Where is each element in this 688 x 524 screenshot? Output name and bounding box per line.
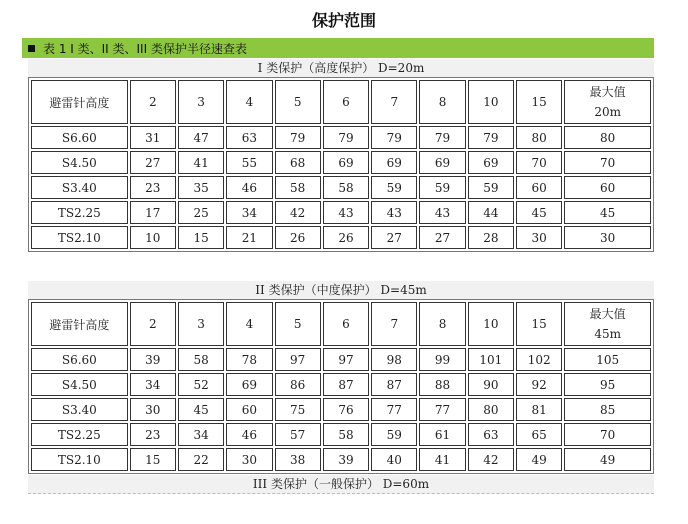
radius-value-cell: 43 (371, 201, 417, 224)
radius-value-cell: 61 (419, 423, 465, 446)
radius-value-cell: 78 (226, 348, 272, 371)
radius-value-cell: 25 (178, 201, 224, 224)
radius-value-cell: 65 (516, 423, 562, 446)
row-model-cell: S4.50 (31, 373, 128, 396)
radius-value-cell: 69 (371, 151, 417, 174)
header-column-cell: 4 (226, 80, 272, 124)
table-row (31, 151, 651, 174)
header-column-cell: 2 (130, 80, 176, 124)
header-column-cell: 15 (516, 302, 562, 346)
section-header-bar (22, 38, 654, 58)
radius-value-cell: 76 (323, 398, 369, 421)
radius-value-cell: 63 (468, 423, 514, 446)
radius-value-cell: 69 (419, 151, 465, 174)
row-model-cell: TS2.10 (31, 226, 128, 249)
radius-value-cell: 44 (468, 201, 514, 224)
protection-table-class-1 (28, 77, 654, 252)
radius-value-cell: 79 (275, 126, 321, 149)
radius-value-cell: 34 (226, 201, 272, 224)
radius-value-cell: 15 (178, 226, 224, 249)
radius-value-cell: 27 (371, 226, 417, 249)
radius-value-cell: 45 (516, 201, 562, 224)
table-row (31, 398, 651, 421)
radius-value-cell: 80 (468, 398, 514, 421)
radius-value-cell: 92 (516, 373, 562, 396)
table-header-row (31, 302, 651, 346)
table-row (31, 201, 651, 224)
radius-value-cell: 43 (323, 201, 369, 224)
table-header-row (31, 80, 651, 124)
radius-value-cell: 77 (371, 398, 417, 421)
max-label: 最大值 (589, 307, 626, 321)
radius-value-cell: 46 (226, 176, 272, 199)
radius-value-cell: 81 (516, 398, 562, 421)
radius-value-cell: 69 (468, 151, 514, 174)
radius-value-cell: 98 (371, 348, 417, 371)
radius-value-cell: 60 (226, 398, 272, 421)
radius-value-cell: 68 (275, 151, 321, 174)
max-value-cell: 85 (564, 398, 651, 421)
header-label-cell: 避雷针高度 (31, 302, 128, 346)
radius-value-cell: 59 (468, 176, 514, 199)
header-column-cell: 10 (468, 80, 514, 124)
header-max-cell (564, 302, 651, 346)
max-value-cell: 95 (564, 373, 651, 396)
page-title: 保护范围 (311, 11, 376, 30)
row-model-cell: S3.40 (31, 176, 128, 199)
radius-value-cell: 39 (323, 448, 369, 471)
radius-value-cell: 58 (275, 176, 321, 199)
radius-value-cell: 27 (130, 151, 176, 174)
square-bullet-icon (28, 45, 35, 52)
radius-value-cell: 49 (516, 448, 562, 471)
row-model-cell: S6.60 (31, 348, 128, 371)
radius-value-cell: 99 (419, 348, 465, 371)
radius-value-cell: 87 (323, 373, 369, 396)
table-row (31, 126, 651, 149)
row-model-cell: TS2.25 (31, 201, 128, 224)
radius-value-cell: 60 (516, 176, 562, 199)
max-value-cell: 49 (564, 448, 651, 471)
row-model-cell: TS2.25 (31, 423, 128, 446)
table-row (31, 348, 651, 371)
radius-value-cell: 88 (419, 373, 465, 396)
radius-value-cell: 63 (226, 126, 272, 149)
max-value-cell: 60 (564, 176, 651, 199)
radius-value-cell: 35 (178, 176, 224, 199)
header-column-cell: 3 (178, 302, 224, 346)
radius-value-cell: 58 (323, 423, 369, 446)
max-distance-label: 45m (594, 327, 621, 341)
header-column-cell: 6 (323, 80, 369, 124)
radius-value-cell: 79 (419, 126, 465, 149)
radius-value-cell: 26 (275, 226, 321, 249)
radius-value-cell: 69 (323, 151, 369, 174)
max-value-cell: 105 (564, 348, 651, 371)
radius-value-cell: 58 (323, 176, 369, 199)
radius-value-cell: 97 (275, 348, 321, 371)
max-value-cell: 45 (564, 201, 651, 224)
radius-value-cell: 21 (226, 226, 272, 249)
row-model-cell: S3.40 (31, 398, 128, 421)
table3-caption: III 类保护（一般保护） D=60m (28, 475, 654, 494)
radius-value-cell: 45 (178, 398, 224, 421)
radius-value-cell: 59 (371, 423, 417, 446)
header-column-cell: 4 (226, 302, 272, 346)
radius-value-cell: 23 (130, 423, 176, 446)
radius-value-cell: 59 (371, 176, 417, 199)
header-column-cell: 7 (371, 302, 417, 346)
radius-value-cell: 42 (468, 448, 514, 471)
header-column-cell: 5 (275, 80, 321, 124)
radius-value-cell: 28 (468, 226, 514, 249)
radius-value-cell: 30 (226, 448, 272, 471)
radius-value-cell: 52 (178, 373, 224, 396)
radius-value-cell: 86 (275, 373, 321, 396)
header-column-cell: 3 (178, 80, 224, 124)
header-column-cell: 8 (419, 80, 465, 124)
radius-value-cell: 41 (419, 448, 465, 471)
table-row (31, 373, 651, 396)
max-value-cell: 70 (564, 151, 651, 174)
radius-value-cell: 77 (419, 398, 465, 421)
row-model-cell: S6.60 (31, 126, 128, 149)
radius-value-cell: 41 (178, 151, 224, 174)
header-column-cell: 2 (130, 302, 176, 346)
header-column-cell: 5 (275, 302, 321, 346)
max-value-cell: 70 (564, 423, 651, 446)
radius-value-cell: 23 (130, 176, 176, 199)
max-value-cell: 80 (564, 126, 651, 149)
radius-value-cell: 70 (516, 151, 562, 174)
header-max-cell (564, 80, 651, 124)
radius-value-cell: 58 (178, 348, 224, 371)
radius-value-cell: 102 (516, 348, 562, 371)
radius-value-cell: 55 (226, 151, 272, 174)
header-label-cell: 避雷针高度 (31, 80, 128, 124)
radius-value-cell: 80 (516, 126, 562, 149)
max-distance-label: 20m (594, 105, 621, 119)
header-column-cell: 10 (468, 302, 514, 346)
radius-value-cell: 97 (323, 348, 369, 371)
radius-value-cell: 30 (516, 226, 562, 249)
radius-value-cell: 79 (371, 126, 417, 149)
radius-value-cell: 39 (130, 348, 176, 371)
protection-table-class-2 (28, 299, 654, 474)
radius-value-cell: 15 (130, 448, 176, 471)
radius-value-cell: 34 (130, 373, 176, 396)
radius-value-cell: 79 (323, 126, 369, 149)
header-column-cell: 6 (323, 302, 369, 346)
radius-value-cell: 26 (323, 226, 369, 249)
max-label: 最大值 (589, 85, 626, 99)
radius-value-cell: 10 (130, 226, 176, 249)
table-row (31, 423, 651, 446)
radius-value-cell: 22 (178, 448, 224, 471)
table1-caption: I 类保护（高度保护） D=20m (28, 59, 654, 77)
radius-value-cell: 101 (468, 348, 514, 371)
radius-value-cell: 40 (371, 448, 417, 471)
table2-caption: II 类保护（中度保护） D=45m (28, 281, 654, 299)
radius-value-cell: 30 (130, 398, 176, 421)
radius-value-cell: 57 (275, 423, 321, 446)
radius-value-cell: 38 (275, 448, 321, 471)
radius-value-cell: 90 (468, 373, 514, 396)
radius-value-cell: 59 (419, 176, 465, 199)
header-column-cell: 15 (516, 80, 562, 124)
radius-value-cell: 69 (226, 373, 272, 396)
radius-value-cell: 75 (275, 398, 321, 421)
radius-value-cell: 47 (178, 126, 224, 149)
radius-value-cell: 46 (226, 423, 272, 446)
radius-value-cell: 31 (130, 126, 176, 149)
radius-value-cell: 43 (419, 201, 465, 224)
radius-value-cell: 42 (275, 201, 321, 224)
header-column-cell: 8 (419, 302, 465, 346)
table-row (31, 226, 651, 249)
radius-value-cell: 17 (130, 201, 176, 224)
radius-value-cell: 27 (419, 226, 465, 249)
radius-value-cell: 34 (178, 423, 224, 446)
row-model-cell: S4.50 (31, 151, 128, 174)
radius-value-cell: 87 (371, 373, 417, 396)
radius-value-cell: 79 (468, 126, 514, 149)
table-row (31, 448, 651, 471)
row-model-cell: TS2.10 (31, 448, 128, 471)
table-row (31, 176, 651, 199)
header-column-cell: 7 (371, 80, 417, 124)
section-header-text: 表 1 I 类、II 类、III 类保护半径速查表 (43, 41, 247, 56)
max-value-cell: 30 (564, 226, 651, 249)
